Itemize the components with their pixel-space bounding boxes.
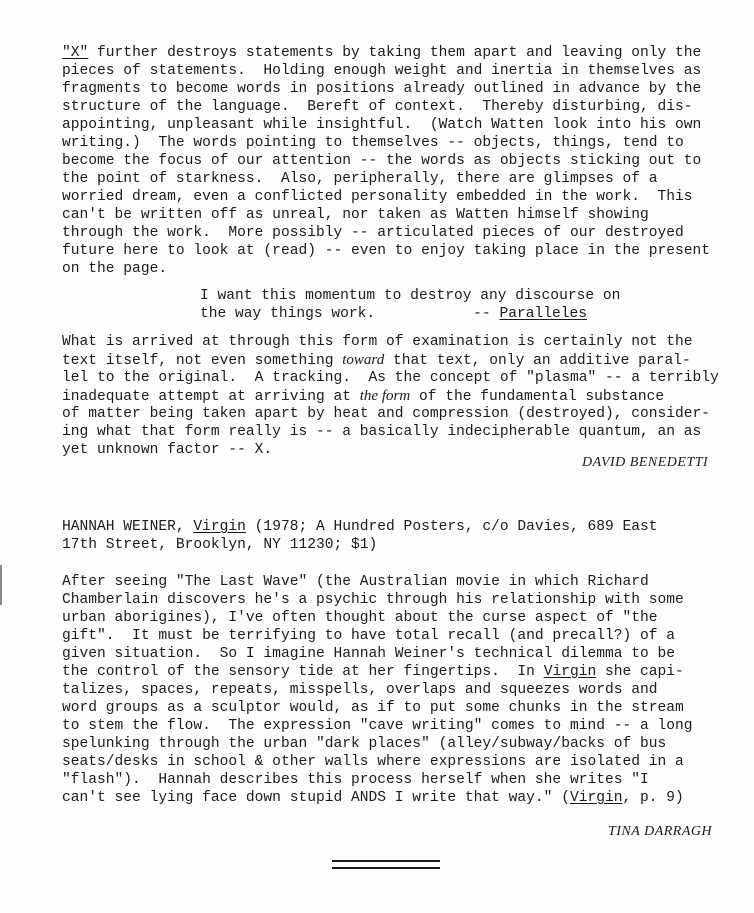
text-segment: inadequate attempt at arriving at xyxy=(62,389,360,405)
emphasis-text: the form xyxy=(359,388,411,404)
text-line xyxy=(62,789,684,807)
text-segment: further destroys statements by taking them apart and leaving only the xyxy=(88,45,702,61)
text-line: become the focus of our attention -- the words as objects sticking out to xyxy=(62,153,702,169)
closing-rule-top xyxy=(332,860,440,862)
text-segment: the control of the sensory tide at her fingertips. In xyxy=(62,664,544,680)
text-line xyxy=(62,387,664,406)
text-line: fragments to become words in positions already outlined in advance by the xyxy=(62,81,702,97)
quote-line-2 xyxy=(200,305,587,323)
text-line: yet unknown factor -- X. xyxy=(62,442,273,458)
text-line xyxy=(62,663,684,681)
text-line: After seeing "The Last Wave" (the Australian movie in which Richard xyxy=(62,574,649,590)
text-line: structure of the language. Bereft of context. Thereby disturbing, dis- xyxy=(62,99,693,115)
closing-rule-bottom xyxy=(332,867,440,869)
quote-line-1: I want this momentum to destroy any discourse on xyxy=(200,288,621,304)
text-segment: text itself, not even something xyxy=(62,353,343,369)
text-line: appointing, unpleasant while insightful. (Watch Watten look into his own xyxy=(62,117,702,133)
text-line: through the work. More possibly -- articulated pieces of our destroyed xyxy=(62,225,684,241)
text-line: ing what that form really is -- a basically indecipherable quantum, an as xyxy=(62,424,702,440)
heading-author: HANNAH WEINER, xyxy=(62,519,194,535)
text-line: lel to the original. A tracking. As the concept of "plasma" -- a terribly xyxy=(62,370,719,386)
text-line: talizes, spaces, repeats, misspells, overlaps and squeezes words and xyxy=(62,682,658,698)
underlined-text: "X" xyxy=(62,45,89,61)
quote-line-2-text: the way things work. xyxy=(200,306,376,322)
text-segment: of the fundamental substance xyxy=(410,389,665,405)
text-line: What is arrived at through this form of examination is certainly not the xyxy=(62,334,693,350)
text-line: writing.) The words pointing to themselves -- objects, things, tend to xyxy=(62,135,684,151)
text-segment: she capi- xyxy=(596,664,684,680)
review-heading-line-2: 17th Street, Brooklyn, NY 11230; $1) xyxy=(62,537,378,553)
text-line: the point of starkness. Also, peripherally, there are glimpses of a xyxy=(62,171,658,187)
text-segment: , p. 9) xyxy=(622,790,684,806)
heading-title: Virgin xyxy=(193,519,246,535)
text-line: future here to look at (read) -- even to enjoy taking place in the present xyxy=(62,243,711,259)
text-line: to stem the flow. The expression "cave writing" comes to mind -- a long xyxy=(62,718,693,734)
text-line: Chamberlain discovers he's a psychic through his relationship with some xyxy=(62,592,684,608)
signature-darragh: TINA DARRAGH xyxy=(608,824,713,839)
text-line xyxy=(62,44,701,62)
emphasis-text: toward xyxy=(342,352,385,368)
text-line: worried dream, even a conflicted personality embedded in the work. This xyxy=(62,189,693,205)
text-line: spelunking through the urban "dark places" (alley/subway/backs of bus xyxy=(62,736,667,752)
quote-attribution-dash: -- xyxy=(473,306,491,322)
heading-details: (1978; A Hundred Posters, c/o Davies, 689 East xyxy=(245,519,658,535)
underlined-text: Virgin xyxy=(569,790,623,806)
text-line: pieces of statements. Holding enough weight and inertia in themselves as xyxy=(62,63,702,79)
text-line: urban aborigines), I've often thought about the curse aspect of "the xyxy=(62,610,658,626)
text-line: on the page. xyxy=(62,261,168,277)
text-segment: can't see lying face down stupid ANDS I write that way." ( xyxy=(62,790,570,806)
text-line xyxy=(62,351,691,370)
page-edge-mark xyxy=(0,565,2,605)
text-line: given situation. So I imagine Hannah Weiner's technical dilemma to be xyxy=(62,646,676,662)
text-line: seats/desks in school & other walls where expressions are isolated in a xyxy=(62,754,684,770)
text-line: gift". It must be terrifying to have total recall (and precall?) of a xyxy=(62,628,676,644)
review-heading-line-1 xyxy=(62,518,658,536)
text-line: word groups as a sculptor would, as if to put some chunks in the stream xyxy=(62,700,684,716)
signature-benedetti: DAVID BENEDETTI xyxy=(582,455,709,470)
underlined-text: Virgin xyxy=(543,664,597,680)
quote-attribution-title: Paralleles xyxy=(499,306,588,322)
text-line: can't be written off as unreal, nor taken as Watten himself showing xyxy=(62,207,649,223)
text-line: of matter being taken apart by heat and compression (destroyed), consider- xyxy=(62,406,711,422)
text-segment: that text, only an additive paral- xyxy=(384,353,691,369)
text-line: "flash"). Hannah describes this process herself when she writes "I xyxy=(62,772,649,788)
